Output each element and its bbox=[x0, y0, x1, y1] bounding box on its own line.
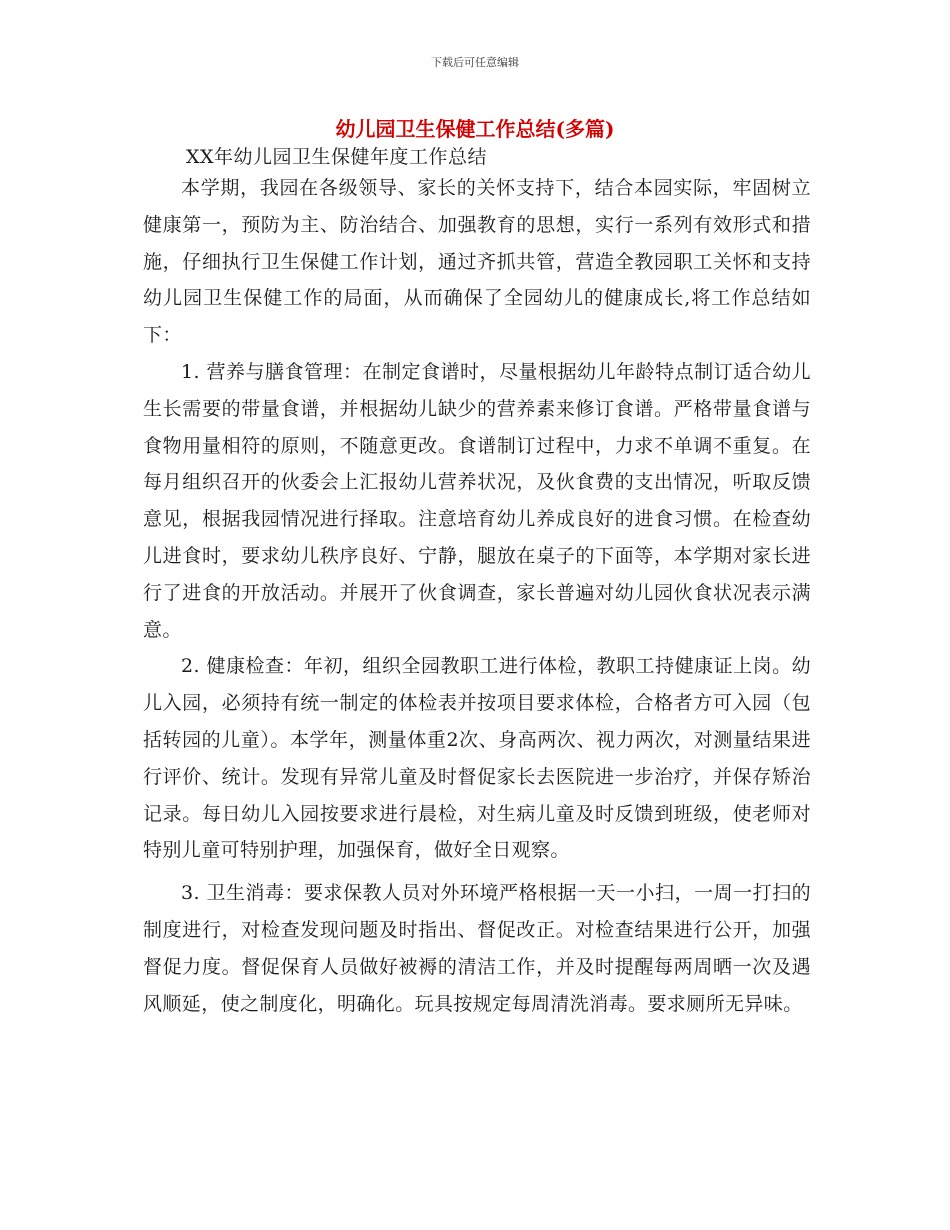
paragraph-health-check: 2. 健康检查：年初，组织全园教职工进行体检，教职工持健康证上岗。幼儿入园，必须持有统一制定的体检表并按项目要求体检，合格者方可入园（包括转园的儿童）。本学年，测量体重2次、身高两次、视力两次，对测量结果进行评价、统计。发现有异常儿童及时督促家长去医院进一步治疗，并保存矫治记录。每日幼儿入园按要求进行晨检，对生病儿童及时反馈到班级，使老师对特别儿童可特别护理，加强保育，做好全日观察。 bbox=[143, 655, 811, 862]
paragraph-nutrition: 1. 营养与膳食管理：在制定食谱时，尽量根据幼儿年龄特点制订适合幼儿生长需要的带量食谱，并根据幼儿缺少的营养素来修订食谱。严格带量食谱与食物用量相符的原则，不随意更改。食谱制订过程中，力求不单调不重复。在每月组织召开的伙委会上汇报幼儿营养状况，及伙食费的支出情况，听取反馈意见，根据我园情况进行择取。注意培育幼儿养成良好的进食习惯。在检查幼儿进食时，要求幼儿秩序良好、宁静，腿放在桌子的下面等，本学期对家长进行了进食的开放活动。并展开了伙食调查，家长普遍对幼儿园伙食状况表示满意。 bbox=[143, 360, 811, 641]
paragraph-intro: 本学期，我园在各级领导、家长的关怀支持下，结合本园实际，牢固树立健康第一，预防为主、防治结合、加强教育的思想，实行一系列有效形式和措施，仔细执行卫生保健工作计划，通过齐抓共管，营造全教园职工关怀和支持幼儿园卫生保健工作的局面，从而确保了全园幼儿的健康成长,将工作总结如下： bbox=[143, 177, 811, 347]
header-note: 下载后可任意编辑 bbox=[431, 56, 519, 69]
paragraph-hygiene: 3. 卫生消毒：要求保教人员对外环境严格根据一天一小扫，一周一打扫的制度进行，对检查发现问题及时指出、督促改正。对检查结果进行公开，加强督促力度。督促保育人员做好被褥的清洁工作，并及时提醒每两周晒一次及遇风顺延，使之制度化，明确化。玩具按规定每周清洗消毒。要求厕所无异味。 bbox=[143, 882, 811, 1015]
document-body bbox=[143, 170, 811, 1022]
document-title: 幼儿园卫生保健工作总结(多篇) bbox=[335, 117, 615, 141]
document-subtitle: XX年幼儿园卫生保健年度工作总结 bbox=[186, 146, 488, 168]
